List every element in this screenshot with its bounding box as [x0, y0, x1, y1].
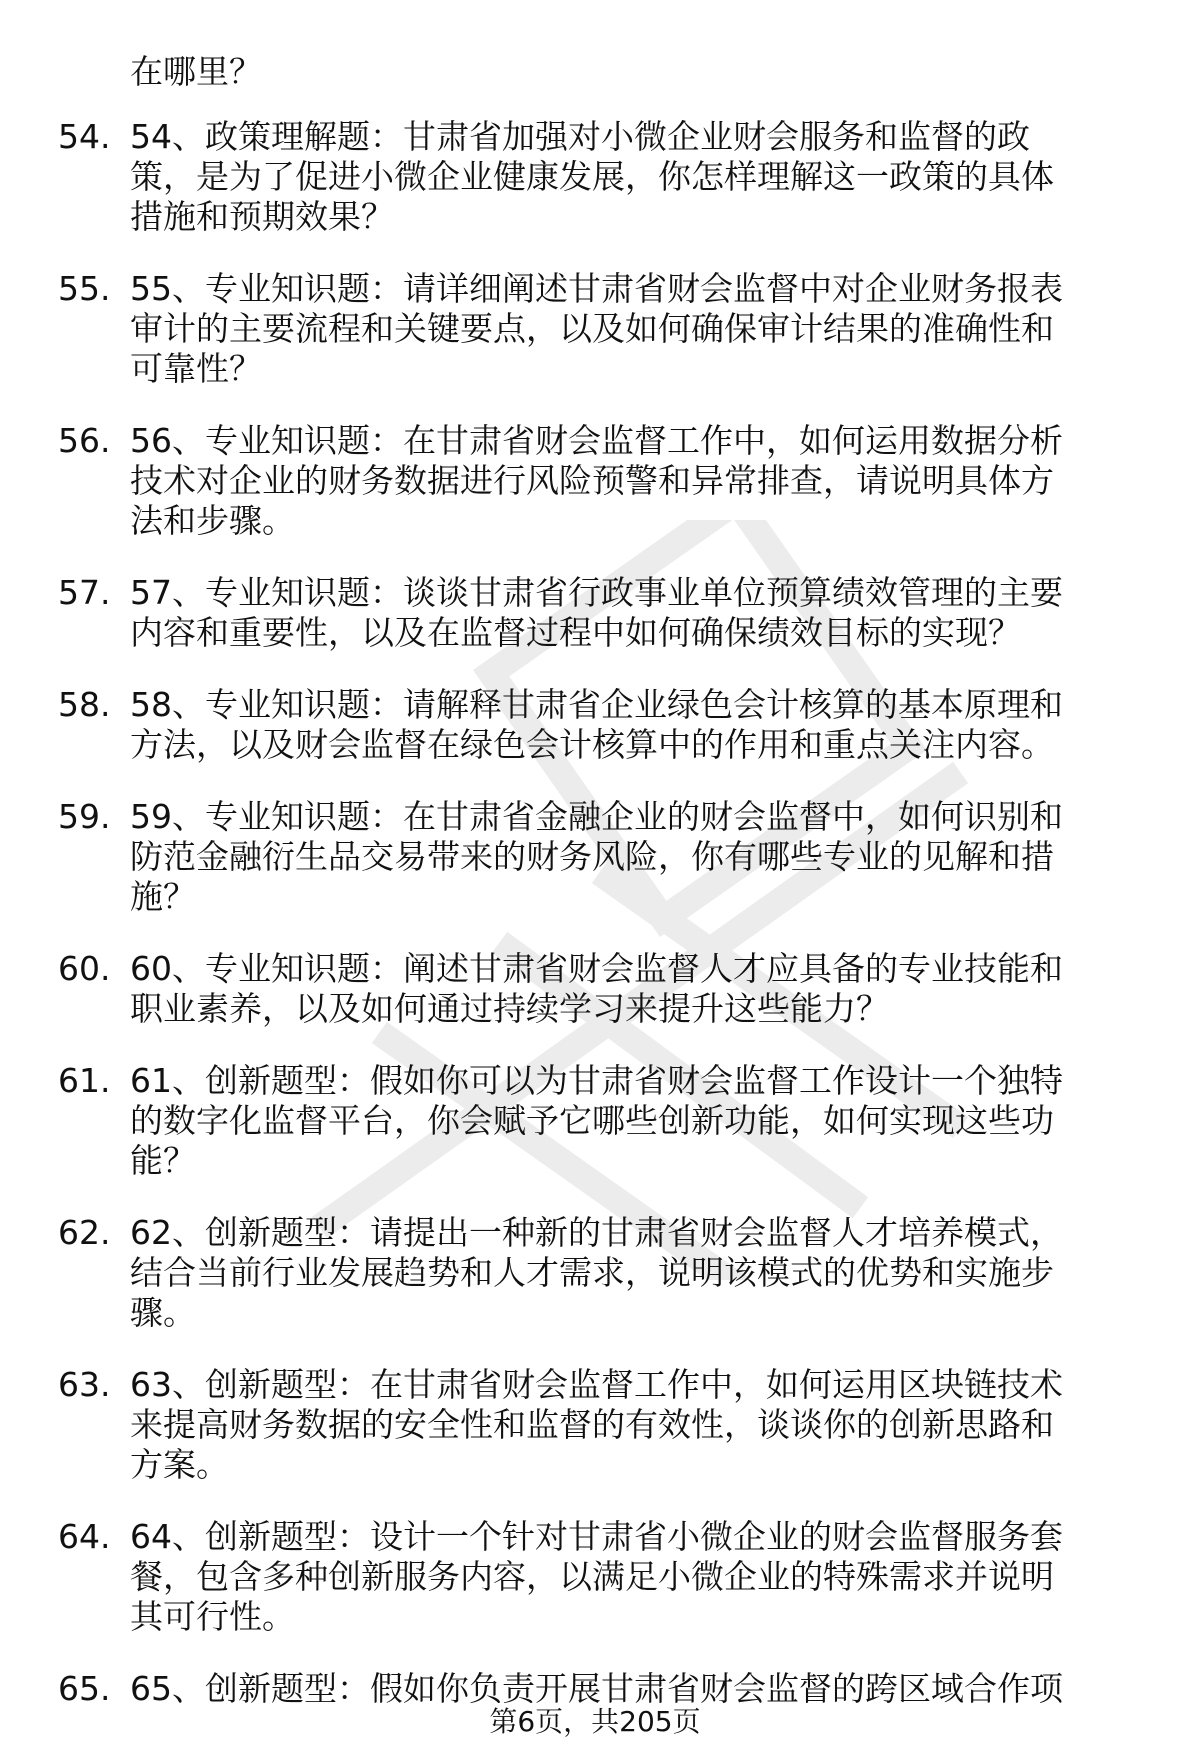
question-text-line: 法和步骤。: [130, 501, 295, 540]
question-number: 64.: [58, 1517, 111, 1556]
question-text-line: 62、创新题型：请提出一种新的甘肃省财会监督人才培养模式，: [130, 1213, 1063, 1252]
question-text-line: 57、专业知识题：谈谈甘肃省行政事业单位预算绩效管理的主要: [130, 573, 1063, 612]
question-text-line: 60、专业知识题：阐述甘肃省财会监督人才应具备的专业技能和: [130, 949, 1063, 988]
question-number: 55.: [58, 269, 111, 308]
question-text-line: 餐，包含多种创新服务内容，以满足小微企业的特殊需求并说明: [130, 1557, 1054, 1596]
question-text: [130, 421, 1140, 541]
question-item: [0, 1517, 1190, 1637]
question-text-line: 能？: [130, 1141, 196, 1180]
question-item: [0, 421, 1190, 541]
question-text-line: 职业素养，以及如何通过持续学习来提升这些能力？: [130, 989, 889, 1028]
question-number: 59.: [58, 797, 111, 836]
question-number: 57.: [58, 573, 111, 612]
question-text-line: 施？: [130, 877, 196, 916]
question-text: [130, 573, 1140, 653]
question-list: [0, 117, 1190, 1741]
question-text-line: 内容和重要性，以及在监督过程中如何确保绩效目标的实现？: [130, 613, 1021, 652]
question-text: [130, 797, 1140, 917]
page-footer: 第6页，共205页: [489, 1705, 701, 1738]
question-number: 54.: [58, 117, 111, 156]
question-text-line: 64、创新题型：设计一个针对甘肃省小微企业的财会监督服务套: [130, 1517, 1063, 1556]
question-number: 58.: [58, 685, 111, 724]
question-text-line: 其可行性。: [130, 1597, 295, 1636]
question-text-line: 来提高财务数据的安全性和监督的有效性，谈谈你的创新思路和: [130, 1405, 1054, 1444]
question-number: 60.: [58, 949, 111, 988]
question-text: [130, 269, 1140, 389]
question-text-line: 63、创新题型：在甘肃省财会监督工作中，如何运用区块链技术: [130, 1365, 1063, 1404]
question-item: [0, 269, 1190, 389]
question-text: [130, 1517, 1140, 1637]
question-text-line: 可靠性？: [130, 349, 262, 388]
question-text-line: 策，是为了促进小微企业健康发展，你怎样理解这一政策的具体: [130, 157, 1054, 196]
question-text-line: 骤。: [130, 1293, 196, 1332]
question-item: [0, 117, 1190, 237]
question-text: [130, 1365, 1140, 1485]
question-text-line: 措施和预期效果？: [130, 197, 394, 236]
question-text-line: 61、创新题型：假如你可以为甘肃省财会监督工作设计一个独特: [130, 1061, 1063, 1100]
question-text-line: 审计的主要流程和关键要点，以及如何确保审计结果的准确性和: [130, 309, 1054, 348]
question-text: [130, 1061, 1140, 1181]
question-item: [0, 797, 1190, 917]
question-text: [130, 949, 1140, 1029]
question-item: [0, 685, 1190, 765]
question-text-line: 的数字化监督平台，你会赋予它哪些创新功能，如何实现这些功: [130, 1101, 1054, 1140]
question-item: [0, 1061, 1190, 1181]
question-text-line: 方案。: [130, 1445, 229, 1484]
question-item: [0, 573, 1190, 653]
question-item: [0, 949, 1190, 1029]
question-text: [130, 117, 1140, 237]
question-item: [0, 1213, 1190, 1333]
question-number: 62.: [58, 1213, 111, 1252]
question-number: 65.: [58, 1669, 111, 1708]
question-text-line: 58、专业知识题：请解释甘肃省企业绿色会计核算的基本原理和: [130, 685, 1063, 724]
question-text: [130, 1213, 1140, 1333]
question-text-line: 56、专业知识题：在甘肃省财会监督工作中，如何运用数据分析: [130, 421, 1063, 460]
question-text-line: 方法，以及财会监督在绿色会计核算中的作用和重点关注内容。: [130, 725, 1054, 764]
question-number: 61.: [58, 1061, 111, 1100]
question-item: [0, 1669, 1190, 1709]
question-number: 63.: [58, 1365, 111, 1404]
question-item: [0, 1365, 1190, 1485]
question-text-line: 55、专业知识题：请详细阐述甘肃省财会监督中对企业财务报表: [130, 269, 1063, 308]
question-text-line: 防范金融衍生品交易带来的财务风险，你有哪些专业的见解和措: [130, 837, 1054, 876]
continuation-text: 在哪里？: [130, 52, 262, 91]
question-text-line: 结合当前行业发展趋势和人才需求，说明该模式的优势和实施步: [130, 1253, 1054, 1292]
question-text-line: 59、专业知识题：在甘肃省金融企业的财会监督中，如何识别和: [130, 797, 1063, 836]
question-text-line: 65、创新题型：假如你负责开展甘肃省财会监督的跨区域合作项: [130, 1669, 1063, 1708]
question-number: 56.: [58, 421, 111, 460]
question-text: [130, 1669, 1140, 1709]
question-text-line: 技术对企业的财务数据进行风险预警和异常排查，请说明具体方: [130, 461, 1054, 500]
question-text: [130, 685, 1140, 765]
question-text-line: 54、政策理解题：甘肃省加强对小微企业财会服务和监督的政: [130, 117, 1030, 156]
